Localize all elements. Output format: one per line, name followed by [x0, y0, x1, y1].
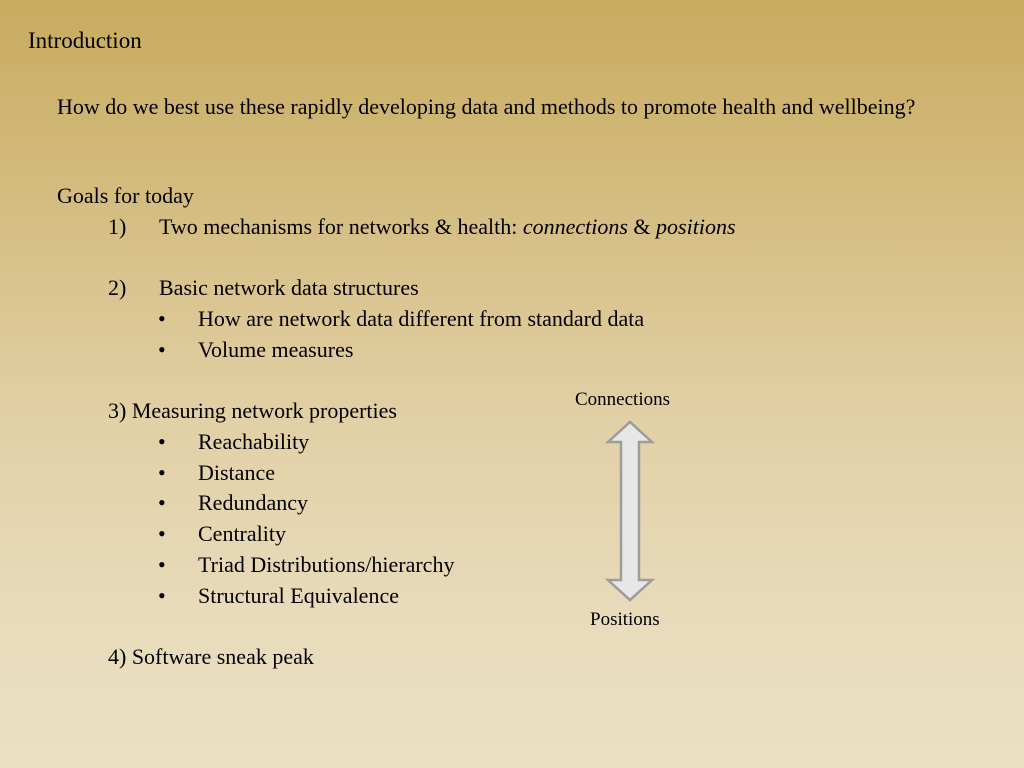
bullet-icon: • — [158, 583, 166, 608]
bullet-icon: • — [158, 552, 166, 577]
item1-connections: connections — [522, 214, 628, 239]
bullet-icon: • — [158, 460, 166, 485]
item1-label: Two mechanisms for networks & health: — [159, 214, 523, 239]
item1-text — [159, 214, 736, 240]
bullet-icon: • — [158, 429, 166, 454]
bullet-icon: • — [158, 337, 166, 362]
slide-title: Introduction — [28, 28, 142, 53]
item3-bullet-1: Reachability — [198, 429, 310, 454]
item1-positions: positions — [656, 214, 736, 239]
double-arrow-icon — [604, 420, 656, 604]
item3-bullet-2: Distance — [198, 460, 275, 485]
item2-number: 2) — [108, 275, 127, 300]
item2-text: Basic network data structures — [159, 275, 419, 300]
item2-bullet-1: How are network data different from standard data — [198, 306, 645, 331]
goals-heading: Goals for today — [57, 183, 194, 208]
item3-bullet-4: Centrality — [198, 521, 286, 546]
bullet-icon: • — [158, 306, 166, 331]
connections-label: Connections — [575, 389, 670, 410]
item3-text: 3) Measuring network properties — [108, 398, 397, 423]
bullet-icon: • — [158, 521, 166, 546]
item3-bullet-6: Structural Equivalence — [198, 583, 399, 608]
item1-amp: & — [627, 214, 657, 239]
item3-bullet-5: Triad Distributions/hierarchy — [198, 552, 455, 577]
item2-bullet-2: Volume measures — [198, 337, 354, 362]
item3-bullet-3: Redundancy — [198, 490, 308, 515]
intro-question: How do we best use these rapidly developing data and methods to promote health and wellbeing? — [57, 94, 916, 119]
item1-number: 1) — [108, 214, 127, 239]
positions-label: Positions — [590, 609, 660, 630]
item4-text: 4) Software sneak peak — [108, 644, 314, 669]
bullet-icon: • — [158, 490, 166, 515]
